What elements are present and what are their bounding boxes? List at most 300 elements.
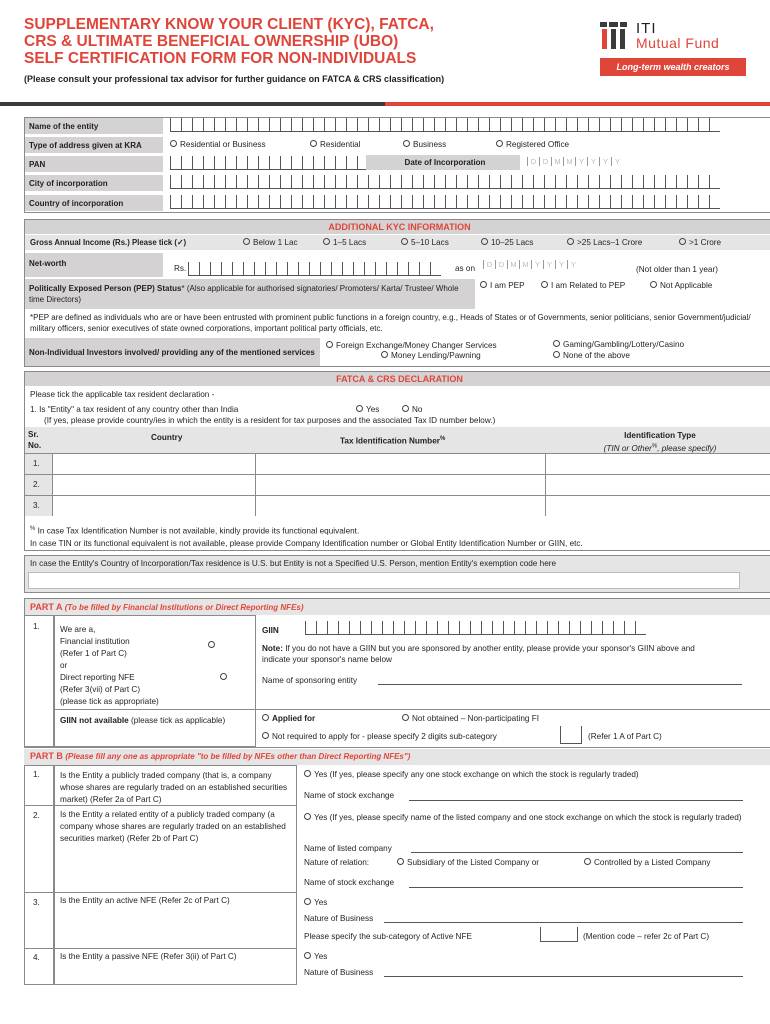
date-box: M [519, 260, 531, 269]
char-box [357, 195, 368, 209]
char-box [401, 175, 412, 189]
income-opt-3[interactable]: 5–10 Lacs [401, 238, 449, 247]
char-box [236, 156, 247, 170]
char-box [324, 156, 335, 170]
char-box [481, 621, 492, 635]
char-box [511, 195, 522, 209]
char-box [478, 195, 489, 209]
char-box [624, 621, 635, 635]
as-on-label: as on [455, 264, 476, 273]
char-box [599, 175, 610, 189]
char-box [192, 156, 203, 170]
part-a-num: 1. [33, 622, 40, 631]
char-box [210, 262, 221, 276]
char-box [599, 118, 610, 132]
char-box [470, 621, 481, 635]
iti-logo-icon [600, 20, 630, 50]
date-box: D [527, 157, 539, 166]
char-box [313, 195, 324, 209]
char-box [500, 175, 511, 189]
char-box [368, 175, 379, 189]
pep-opt-3[interactable]: Not Applicable [650, 281, 712, 290]
col-sr: Sr. No. [28, 430, 42, 450]
char-box [346, 175, 357, 189]
radio-icon [310, 140, 317, 147]
char-box [192, 175, 203, 189]
networth-date-input[interactable] [483, 260, 579, 269]
char-box [588, 118, 599, 132]
char-box [382, 621, 393, 635]
fatca-q1-note: (If yes, please provide country/ies in which the entity is a resident for tax purposes and the associated Tax ID number below.) [44, 416, 496, 425]
char-box [375, 262, 386, 276]
char-box [408, 262, 419, 276]
char-box [280, 195, 291, 209]
date-box: Y [567, 260, 579, 269]
char-box [331, 262, 342, 276]
char-box [415, 621, 426, 635]
date-box: D [495, 260, 507, 269]
doi-input[interactable] [527, 157, 623, 166]
tagline: Long-term wealth creators [600, 58, 746, 76]
income-label: Gross Annual Income (Rs.) Please tick (✓) [30, 238, 187, 247]
divider-dark [0, 102, 385, 106]
char-box [401, 195, 412, 209]
char-box [536, 621, 547, 635]
logo-mf-text: Mutual Fund [636, 35, 720, 51]
char-box [456, 195, 467, 209]
char-box [379, 118, 390, 132]
stock-exchange-input-1[interactable] [409, 800, 743, 801]
pep-label: Politically Exposed Person (PEP) Status* (Also applicable for authorised signatories/ Promoters/ Karta/ Trustee/ Whole time Directors) [25, 279, 475, 309]
table-row [24, 474, 770, 495]
char-box [426, 621, 437, 635]
not-required-opt[interactable]: Not required to apply for - please specify 2 digits sub-category [262, 732, 497, 741]
fatca-no[interactable]: No [402, 405, 422, 414]
address-radio-3[interactable]: Business [403, 140, 446, 149]
char-box [280, 118, 291, 132]
char-box [456, 175, 467, 189]
char-box [676, 175, 687, 189]
part-b-q-3: Is the Entity an active NFE (Refer 2c of Part C) [60, 896, 230, 905]
income-opt-4[interactable]: 10–25 Lacs [481, 238, 533, 247]
char-box [514, 621, 525, 635]
title-line-1: SUPPLEMENTARY KNOW YOUR CLIENT (KYC), FATCA, [24, 16, 434, 33]
char-box [533, 118, 544, 132]
char-box [302, 118, 313, 132]
divider-red [385, 102, 770, 106]
part-b-divider [24, 948, 297, 949]
fatca-yes[interactable]: Yes [356, 405, 379, 414]
char-box [580, 621, 591, 635]
subcategory-input[interactable] [560, 726, 582, 744]
char-box [613, 621, 624, 635]
income-opt-5[interactable]: >25 Lacs–1 Crore [567, 238, 642, 247]
char-box [544, 195, 555, 209]
char-box [478, 175, 489, 189]
char-box [203, 175, 214, 189]
part-b-yes-4[interactable]: Yes [304, 952, 327, 961]
date-box: Y [611, 157, 623, 166]
char-box [360, 621, 371, 635]
char-box [269, 118, 280, 132]
char-box [522, 175, 533, 189]
part-b-yes-1[interactable]: Yes (If yes, please specify any one stock exchange on which the stock is regularly traded) [304, 770, 639, 779]
char-box [555, 175, 566, 189]
form-title [24, 16, 544, 67]
doi-label: Date of Incorporation [366, 155, 520, 170]
char-box [489, 175, 500, 189]
char-box [214, 156, 225, 170]
char-box [302, 195, 313, 209]
char-box [555, 195, 566, 209]
char-box [544, 118, 555, 132]
address-radio-2[interactable]: Residential [310, 140, 361, 149]
address-type-label: Type of address given at KRA [25, 137, 163, 153]
giin-label: GIIN [262, 626, 279, 635]
char-box [258, 156, 269, 170]
date-box: M [551, 157, 563, 166]
fatca-foot-1: % In case Tax Identification Number is not available, kindly provide its functional equivalent. [30, 526, 360, 536]
char-box [610, 195, 621, 209]
form-subtitle: (Please consult your professional tax advisor for further guidance on FATCA & CRS classification) [24, 74, 445, 84]
nonind-opt-4[interactable]: None of the above [553, 351, 630, 360]
char-box [687, 175, 698, 189]
char-box [316, 621, 327, 635]
date-box: M [507, 260, 519, 269]
not-older-note: (Not older than 1 year) [636, 265, 718, 274]
char-box [511, 175, 522, 189]
controlled-opt[interactable]: Controlled by a Listed Company [584, 858, 711, 867]
char-box [445, 118, 456, 132]
char-box [511, 118, 522, 132]
char-box [390, 175, 401, 189]
date-box: Y [599, 157, 611, 166]
char-box [500, 195, 511, 209]
part-b-num-col [24, 765, 54, 985]
char-box [170, 156, 181, 170]
fatca-intro: Please tick the applicable tax resident declaration - [30, 390, 215, 399]
char-box [349, 621, 360, 635]
nature-business-label-3: Nature of Business [304, 914, 374, 923]
char-box [489, 195, 500, 209]
char-box [269, 175, 280, 189]
char-box [434, 175, 445, 189]
char-box [313, 175, 324, 189]
part-b-q-2: Is the Entity a related entity of a publicly traded company (a company whose shares are regularly traded on an established securities market) (Refer 2b of Part C) [60, 810, 286, 843]
char-box [335, 175, 346, 189]
col-divider [545, 453, 546, 474]
char-box [635, 621, 646, 635]
char-box [305, 621, 316, 635]
char-box [566, 175, 577, 189]
networth-input[interactable] [188, 262, 448, 276]
fatca-q1: 1. Is "Entity" a tax resident of any country other than India [30, 405, 239, 414]
char-box [236, 118, 247, 132]
char-box [269, 156, 280, 170]
char-box [467, 195, 478, 209]
char-box [423, 118, 434, 132]
char-box [687, 118, 698, 132]
radio-icon [403, 140, 410, 147]
part-b-num-2: 2. [33, 811, 40, 820]
char-box [232, 262, 243, 276]
kyc-heading: ADDITIONAL KYC INFORMATION [25, 220, 770, 234]
char-box [654, 118, 665, 132]
char-box [269, 195, 280, 209]
char-box [247, 195, 258, 209]
char-box [181, 175, 192, 189]
char-box [181, 156, 192, 170]
country-input[interactable] [170, 195, 730, 209]
part-b-yes-2[interactable]: Yes (If yes, please specify name of the listed company and one stock exchange on which the stock is regularly traded) [304, 811, 744, 825]
char-box [320, 262, 331, 276]
char-box [401, 118, 412, 132]
char-box [236, 195, 247, 209]
char-box [291, 156, 302, 170]
pep-note: *PEP are defined as individuals who are or have been entrusted with prominent public functions in a foreign country, e.g., Heads of States or of Governments, senior politicians, senior Government/judicial/ military officers, senior executives of state owned corporations, important political party officials, etc. [30, 313, 751, 333]
char-box [258, 118, 269, 132]
char-box [632, 175, 643, 189]
char-box [214, 195, 225, 209]
nonind-opt-1[interactable]: Foreign Exchange/Money Changer Services [326, 340, 556, 351]
char-box [412, 175, 423, 189]
city-input[interactable] [170, 175, 730, 189]
char-box [643, 175, 654, 189]
char-box [558, 621, 569, 635]
country-label: Country of incorporation [25, 195, 163, 211]
row-number: 1. [33, 459, 40, 468]
char-box [170, 195, 181, 209]
char-box [258, 175, 269, 189]
char-box [423, 195, 434, 209]
char-box [327, 621, 338, 635]
giin-na-label: GIIN not available (please tick as applicable) [60, 716, 226, 725]
char-box [643, 195, 654, 209]
char-box [621, 118, 632, 132]
char-box [247, 156, 258, 170]
fatca-foot-2: In case TIN or its functional equivalent is not available, please provide Company Identification number or Global Entity Identification Number or GIIN, etc. [30, 539, 583, 548]
char-box [353, 262, 364, 276]
char-box [566, 195, 577, 209]
char-box [478, 118, 489, 132]
char-box [654, 195, 665, 209]
char-box [533, 195, 544, 209]
subsidiary-opt[interactable]: Subsidiary of the Listed Company or [397, 858, 539, 867]
char-box [214, 175, 225, 189]
char-box [357, 175, 368, 189]
nature-business-input-4[interactable] [384, 976, 743, 977]
char-box [291, 195, 302, 209]
char-box [335, 118, 346, 132]
char-box [489, 118, 500, 132]
char-box [371, 621, 382, 635]
char-box [459, 621, 470, 635]
char-box [298, 262, 309, 276]
char-box [467, 118, 478, 132]
date-box: Y [575, 157, 587, 166]
char-box [503, 621, 514, 635]
stock-exchange-input-2[interactable] [409, 887, 743, 888]
char-box [687, 195, 698, 209]
char-box [602, 621, 613, 635]
char-box [676, 118, 687, 132]
char-box [555, 118, 566, 132]
char-box [547, 621, 558, 635]
date-box: M [563, 157, 575, 166]
table-row [24, 453, 770, 474]
char-box [214, 118, 225, 132]
char-box [588, 175, 599, 189]
char-box [522, 195, 533, 209]
income-opt-1[interactable]: Below 1 Lac [243, 238, 298, 247]
char-box [412, 118, 423, 132]
part-b-q-1: Is the Entity a publicly traded company (that is, a company whose shares are regularly traded on an established securities market) (Refer 2a of Part C) [60, 771, 288, 804]
listed-company-input[interactable] [411, 852, 743, 853]
char-box [643, 118, 654, 132]
char-box [437, 621, 448, 635]
char-box [280, 156, 291, 170]
char-box [225, 195, 236, 209]
refer-1a: (Refer 1 A of Part C) [588, 732, 662, 741]
char-box [390, 195, 401, 209]
sponsor-input[interactable] [378, 684, 742, 685]
address-radio-1[interactable]: Residential or Business [170, 140, 266, 149]
char-box [525, 621, 536, 635]
char-box [225, 175, 236, 189]
nature-business-input-3[interactable] [384, 922, 743, 923]
char-box [258, 195, 269, 209]
char-box [192, 118, 203, 132]
not-obtained-opt[interactable]: Not obtained – Non-participating FI [402, 714, 539, 723]
address-radio-4[interactable]: Registered Office [496, 140, 569, 149]
char-box [621, 195, 632, 209]
char-box [342, 262, 353, 276]
char-box [203, 195, 214, 209]
fatca-heading: FATCA & CRS DECLARATION [25, 372, 770, 386]
char-box [357, 118, 368, 132]
entity-name-input[interactable] [170, 118, 730, 132]
char-box [467, 175, 478, 189]
row-number: 3. [33, 501, 40, 510]
char-box [302, 175, 313, 189]
active-nfe-subcat-label: Please specify the sub-category of Active NFE [304, 932, 472, 941]
char-box [364, 262, 375, 276]
char-box [522, 118, 533, 132]
pep-opt-1[interactable]: I am PEP [480, 281, 525, 290]
char-box [588, 195, 599, 209]
char-box [203, 118, 214, 132]
char-box [577, 175, 588, 189]
char-box [621, 175, 632, 189]
date-box: Y [543, 260, 555, 269]
char-box [419, 262, 430, 276]
nonind-opt-2[interactable]: Money Lending/Pawning [381, 351, 481, 360]
giin-note: Note: If you do not have a GIIN but you are sponsored by another entity, please provide your sponsor's GIIN above and indicate your sponsor's name below [262, 644, 695, 664]
char-box [445, 175, 456, 189]
char-box [430, 262, 441, 276]
title-line-3: SELF CERTIFICATION FORM FOR NON-INDIVIDUALS [24, 50, 417, 67]
char-box [698, 175, 709, 189]
stock-exchange-label-2: Name of stock exchange [304, 878, 395, 887]
stock-exchange-label-1: Name of stock exchange [304, 791, 395, 800]
date-box: Y [555, 260, 567, 269]
col-divider [255, 453, 256, 474]
char-box [665, 118, 676, 132]
nonind-opt-3[interactable]: Gaming/Gambling/Lottery/Casino [553, 340, 684, 349]
char-box [225, 118, 236, 132]
part-a-divider [54, 709, 770, 710]
applied-opt[interactable]: Applied for [262, 714, 315, 723]
char-box [188, 262, 199, 276]
part-b-num-4: 4. [33, 953, 40, 962]
char-box [412, 195, 423, 209]
char-box [313, 118, 324, 132]
table-row [24, 495, 770, 516]
char-box [676, 195, 687, 209]
char-box [181, 195, 192, 209]
date-box: D [483, 260, 495, 269]
col-divider [255, 495, 256, 516]
char-box [181, 118, 192, 132]
giin-input[interactable] [305, 621, 650, 635]
char-box [324, 118, 335, 132]
char-box [280, 175, 291, 189]
nature-relation-label: Nature of relation: [304, 858, 370, 867]
nonind-label: Non-Individual Investors involved/ providing any of the mentioned services [25, 338, 320, 366]
char-box [404, 621, 415, 635]
part-a-options: We are a, Financial institution (Refer 1 of Part C) or Direct reporting NFE (Refer 3(vii) of Part C) (please tick as appropriate) [60, 625, 159, 706]
pep-opt-2[interactable]: I am Related to PEP [541, 281, 625, 290]
active-nfe-subcat-input[interactable] [540, 927, 578, 942]
char-box [665, 195, 676, 209]
pan-input[interactable] [170, 156, 370, 170]
char-box [610, 175, 621, 189]
char-box [309, 262, 320, 276]
char-box [236, 175, 247, 189]
char-box [170, 175, 181, 189]
char-box [346, 118, 357, 132]
col-divider [52, 474, 53, 495]
radio-icon [496, 140, 503, 147]
income-opt-6[interactable]: >1 Crore [679, 238, 721, 247]
part-a-heading: PART A (To be filled by Financial Institutions or Direct Reporting NFEs) [30, 602, 304, 612]
char-box [445, 195, 456, 209]
part-b-yes-3[interactable]: Yes [304, 898, 327, 907]
char-box [368, 195, 379, 209]
exemption-code-input[interactable] [28, 572, 740, 589]
char-box [577, 118, 588, 132]
char-box [324, 195, 335, 209]
sponsor-label: Name of sponsoring entity [262, 676, 358, 685]
char-box [302, 156, 313, 170]
char-box [247, 118, 258, 132]
char-box [335, 156, 346, 170]
char-box [170, 118, 181, 132]
char-box [199, 262, 210, 276]
logo-iti-text: ITI [636, 20, 657, 37]
row-number: 2. [33, 480, 40, 489]
char-box [368, 118, 379, 132]
income-opt-2[interactable]: 1–5 Lacs [323, 238, 366, 247]
char-box [254, 262, 265, 276]
entity-name-label: Name of the entity [25, 118, 163, 134]
char-box [500, 118, 511, 132]
char-box [324, 175, 335, 189]
char-box [698, 118, 709, 132]
char-box [698, 195, 709, 209]
part-b-divider [24, 892, 297, 893]
char-box [709, 175, 720, 189]
